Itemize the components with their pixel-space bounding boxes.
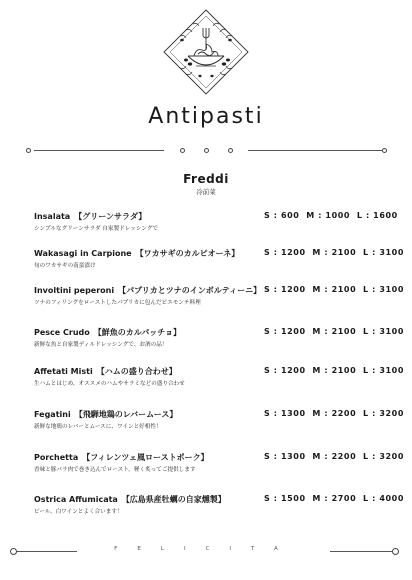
price-sep: : bbox=[273, 366, 278, 375]
divider-dot bbox=[204, 148, 209, 153]
menu-item-description: シンプルなグリーンサラダ 自家製ドレッシングで bbox=[34, 226, 159, 232]
top-divider-left bbox=[34, 150, 164, 151]
price-sep: : bbox=[273, 409, 278, 418]
menu-item bbox=[34, 409, 404, 430]
menu-item-italian: Wakasagi in Carpione bbox=[34, 249, 132, 258]
size-m-label: M bbox=[312, 327, 321, 336]
menu-item-name bbox=[34, 409, 177, 420]
menu-item-italian: Porchetta bbox=[34, 453, 79, 462]
menu-item bbox=[34, 327, 404, 348]
price-s: 1200 bbox=[280, 248, 306, 257]
footer-brand: FELICITA bbox=[114, 546, 298, 552]
price-sep: : bbox=[273, 494, 278, 503]
menu-item-description: 香味と豚バラ肉で巻き込んでロースト。軽く炙ってご提供します bbox=[34, 467, 196, 473]
menu-item-name bbox=[34, 327, 181, 338]
size-m-label: M bbox=[306, 211, 315, 220]
price-s: 600 bbox=[280, 211, 300, 220]
menu-item bbox=[34, 285, 404, 306]
menu-item-prices bbox=[264, 211, 398, 220]
section-title: Freddi bbox=[183, 172, 229, 186]
size-m-label: M bbox=[312, 248, 321, 257]
divider-dot bbox=[228, 148, 233, 153]
menu-item-prices bbox=[264, 494, 404, 503]
price-sep: : bbox=[324, 452, 329, 461]
menu-item bbox=[34, 248, 404, 269]
menu-item-japanese: 【ワカサギのカルピオーネ】 bbox=[135, 249, 240, 258]
price-sep: : bbox=[273, 285, 278, 294]
size-m-label: M bbox=[312, 285, 321, 294]
price-sep: : bbox=[372, 366, 376, 375]
size-l-label: L bbox=[363, 494, 369, 503]
price-m: 2700 bbox=[331, 494, 357, 503]
price-l: 1600 bbox=[373, 211, 398, 220]
price-m: 2100 bbox=[331, 327, 357, 336]
price-sep: : bbox=[324, 285, 329, 294]
page-title: Antipasti bbox=[148, 104, 264, 129]
price-s: 1200 bbox=[280, 327, 306, 336]
size-s-label: S bbox=[264, 248, 271, 257]
menu-item-prices bbox=[264, 366, 404, 375]
price-l: 3200 bbox=[379, 452, 404, 461]
price-l: 4000 bbox=[379, 494, 404, 503]
size-l-label: L bbox=[363, 327, 369, 336]
menu-item-japanese: 【グリーンサラダ】 bbox=[74, 212, 147, 221]
menu-item-name bbox=[34, 452, 209, 463]
size-s-label: S bbox=[264, 366, 271, 375]
menu-item-japanese: 【パプリカとツナのインボルティーニ】 bbox=[118, 286, 262, 295]
menu-item-japanese: 【ハムの盛り合わせ】 bbox=[96, 367, 177, 376]
size-l-label: L bbox=[363, 409, 369, 418]
size-m-label: M bbox=[312, 366, 321, 375]
price-sep: : bbox=[324, 248, 329, 257]
size-l-label: L bbox=[363, 285, 369, 294]
menu-item-name bbox=[34, 366, 177, 377]
menu-item-name bbox=[34, 494, 226, 505]
menu-item bbox=[34, 211, 398, 232]
price-m: 2200 bbox=[331, 409, 357, 418]
menu-item-italian: Pesce Crudo bbox=[34, 328, 90, 337]
price-m: 2100 bbox=[331, 285, 357, 294]
size-s-label: S bbox=[264, 285, 271, 294]
size-l-label: L bbox=[363, 452, 369, 461]
size-l-label: L bbox=[363, 248, 369, 257]
price-sep: : bbox=[365, 211, 370, 220]
price-sep: : bbox=[273, 327, 278, 336]
section-heading bbox=[0, 172, 412, 196]
menu-item-description: ビール、白ワインとよく合います！ bbox=[34, 509, 123, 515]
divider-end-dot bbox=[382, 148, 387, 153]
divider-end-dot bbox=[26, 148, 31, 153]
size-l-label: L bbox=[356, 211, 363, 220]
footer-rule-right bbox=[330, 551, 392, 552]
price-sep: : bbox=[324, 494, 329, 503]
menu-item-japanese: 【広島県産牡蠣の自家燻製】 bbox=[121, 495, 226, 504]
pasta-bowl-wreath-icon bbox=[160, 6, 252, 98]
price-sep: : bbox=[324, 327, 329, 336]
size-m-label: M bbox=[312, 409, 321, 418]
price-sep: : bbox=[273, 248, 278, 257]
price-l: 3100 bbox=[379, 366, 404, 375]
menu-item-name bbox=[34, 211, 146, 222]
price-s: 1300 bbox=[280, 409, 306, 418]
size-s-label: S bbox=[264, 211, 271, 220]
price-sep: : bbox=[324, 366, 329, 375]
menu-item-prices bbox=[264, 248, 404, 257]
price-s: 1200 bbox=[280, 366, 306, 375]
size-s-label: S bbox=[264, 327, 271, 336]
menu-item bbox=[34, 366, 404, 387]
menu-item-japanese: 【飛騨地鶏のレバームース】 bbox=[74, 410, 178, 419]
menu-item-name bbox=[34, 285, 261, 296]
size-s-label: S bbox=[264, 409, 271, 418]
price-l: 3100 bbox=[379, 285, 404, 294]
divider-dot bbox=[180, 148, 185, 153]
menu-item-prices bbox=[264, 285, 404, 294]
menu-item-japanese: 【鮮魚のカルパッチョ】 bbox=[93, 328, 181, 337]
menu-item-prices bbox=[264, 327, 404, 336]
price-sep: : bbox=[318, 211, 323, 220]
menu-item bbox=[34, 452, 404, 473]
price-sep: : bbox=[372, 409, 376, 418]
menu-item bbox=[34, 494, 404, 515]
menu-item-italian: Fegatini bbox=[34, 410, 71, 419]
size-s-label: S bbox=[264, 452, 271, 461]
menu-item-italian: Affetati Misti bbox=[34, 367, 93, 376]
price-sep: : bbox=[372, 494, 376, 503]
menu-item-name bbox=[34, 248, 239, 259]
menu-item-prices bbox=[264, 409, 404, 418]
menu-item-description: 新鮮な地鶏のレバーとムースに、ワインと好相性！ bbox=[34, 424, 162, 430]
size-s-label: S bbox=[264, 494, 271, 503]
price-m: 2200 bbox=[331, 452, 357, 461]
menu-item-prices bbox=[264, 452, 404, 461]
menu-item-description: 旬のワカサギの南蛮漬け bbox=[34, 263, 96, 269]
price-sep: : bbox=[372, 452, 376, 461]
menu-item-japanese: 【フィレンツェ風ローストポーク】 bbox=[82, 453, 209, 462]
price-sep: : bbox=[273, 452, 278, 461]
price-s: 1200 bbox=[280, 285, 306, 294]
footer bbox=[0, 545, 412, 557]
menu-item-italian: Insalata bbox=[34, 212, 71, 221]
price-sep: : bbox=[372, 248, 376, 257]
menu-item-italian: Involtini peperoni bbox=[34, 286, 115, 295]
menu-item-italian: Ostrica Affumicata bbox=[34, 495, 118, 504]
price-l: 3100 bbox=[379, 248, 404, 257]
price-m: 1000 bbox=[325, 211, 351, 220]
price-s: 1500 bbox=[280, 494, 306, 503]
price-sep: : bbox=[372, 327, 376, 336]
footer-dot bbox=[392, 548, 399, 555]
top-divider-right bbox=[248, 150, 382, 151]
price-sep: : bbox=[372, 285, 376, 294]
size-m-label: M bbox=[312, 452, 321, 461]
price-sep: : bbox=[324, 409, 329, 418]
price-m: 2100 bbox=[331, 366, 357, 375]
menu-item-description: ツナのフィリングをローストしたパプリカに包んだピエモンテ料理 bbox=[34, 300, 201, 306]
price-l: 3200 bbox=[379, 409, 404, 418]
price-sep: : bbox=[273, 211, 278, 220]
size-l-label: L bbox=[363, 366, 369, 375]
price-l: 3100 bbox=[379, 327, 404, 336]
size-m-label: M bbox=[312, 494, 321, 503]
section-subtitle: 冷前菜 bbox=[196, 188, 216, 196]
price-m: 2100 bbox=[331, 248, 357, 257]
menu-item-description: 生ハムとはじめ、オススメのハムやサラミなどの盛り合わせ bbox=[34, 381, 185, 387]
price-s: 1300 bbox=[280, 452, 306, 461]
menu-item-description: 新鮮な魚と自家製ディルドレッシングで、お酒の品！ bbox=[34, 342, 168, 348]
